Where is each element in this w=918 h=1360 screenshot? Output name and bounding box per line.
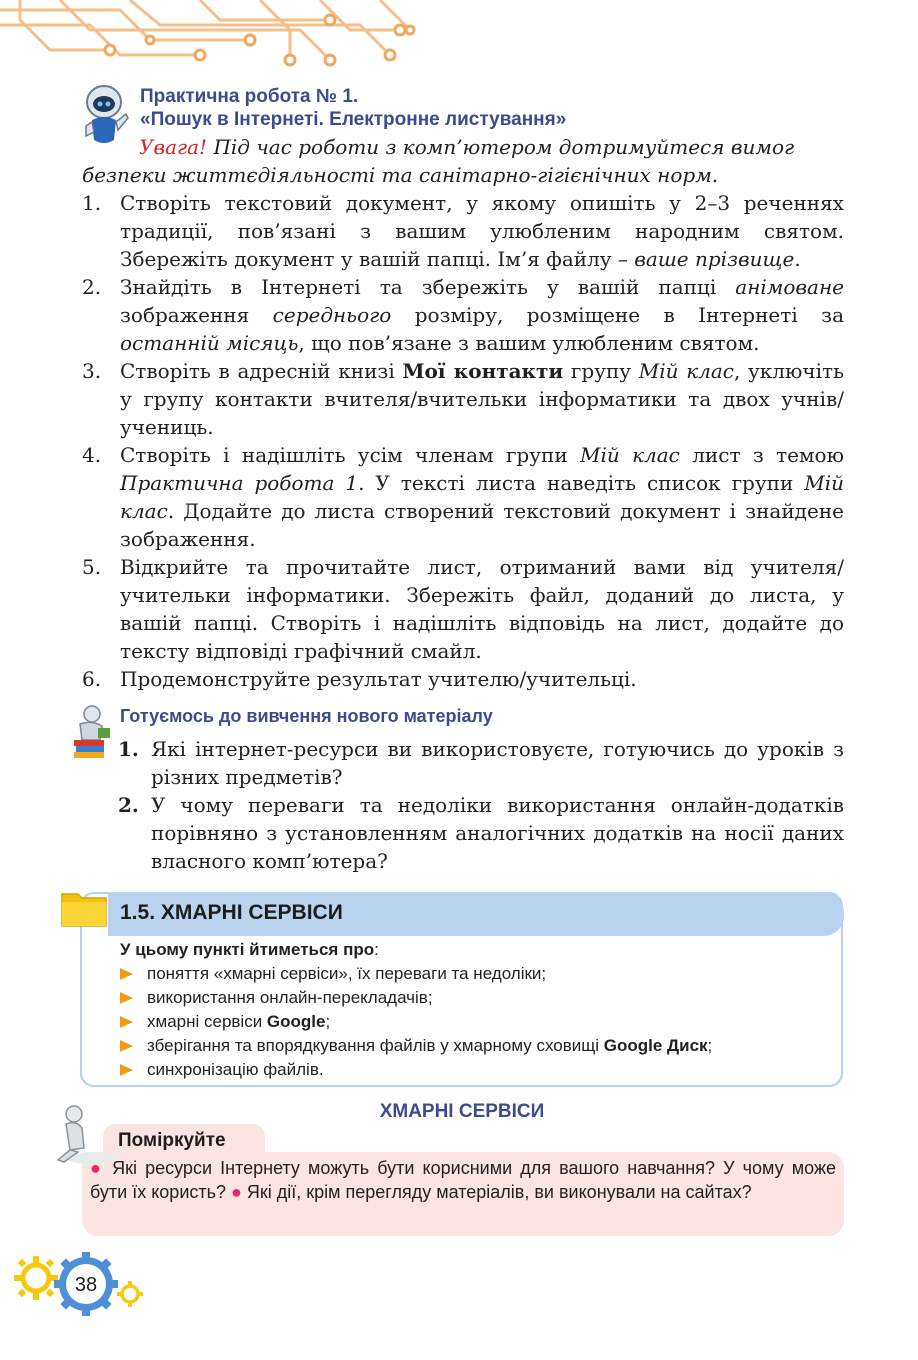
task-number: 4. [82, 443, 102, 467]
prep-question [118, 735, 844, 791]
triangle-bullet-icon [120, 1016, 133, 1028]
text-run: Продемонструйте результат учителю/учительці. [120, 667, 637, 691]
folder-icon [60, 888, 108, 928]
italic-term: середнього [272, 303, 392, 327]
topic-item [120, 986, 842, 1010]
reading-student-icon [68, 704, 114, 762]
text-run: лист з темою [679, 443, 844, 467]
text-run: . Додайте до листа створений текстовий документ і знайдене зображення. [120, 499, 844, 551]
text-run: синхронізацію файлів. [147, 1060, 324, 1079]
section-title: 1.5. ХМАРНІ СЕРВІСИ [120, 901, 343, 924]
text-run: . [794, 247, 801, 271]
question-text: Які інтернет-ресурси ви використовуєте, готуючись до уроків з різних предметів? [151, 737, 844, 789]
subheading-cloud-services: ХМАРНІ СЕРВІСИ [379, 1101, 545, 1122]
task-item [82, 441, 844, 553]
prep-question [118, 791, 844, 875]
italic-term: Практична робота 1 [120, 471, 359, 495]
topic-item [120, 1034, 842, 1058]
triangle-bullet-icon [120, 1040, 133, 1052]
topic-item [120, 1010, 842, 1034]
italic-term: Мій клас [638, 359, 734, 383]
section-intro: У цьому пункті йтиметься про: [120, 940, 379, 959]
text-run: Знайдіть в Інтернеті та збережіть у вашій папці [120, 275, 736, 299]
italic-term: Мій клас [580, 443, 680, 467]
question-number: 1. [118, 737, 139, 761]
task-number: 1. [82, 191, 102, 215]
bullet-dot: ● [231, 1182, 242, 1202]
task-number: 5. [82, 555, 102, 579]
triangle-bullet-icon [120, 992, 133, 1004]
topic-item [120, 1058, 842, 1082]
think-questions: ● Які ресурси Інтернету можуть бути корисними для вашого навчання? У чому може бути їх користь? ● Які дії, крім перегляду матеріалів, ви виконували на сайтах? [90, 1158, 836, 1202]
triangle-bullet-icon [120, 1064, 133, 1076]
task-item [82, 665, 844, 693]
task-item [82, 357, 844, 441]
warning-text-1: Під час роботи з комп’ютером дотримуйтеся вимог [207, 135, 795, 159]
text-run: Відкрийте та прочитайте лист, отриманий вами від учителя/учительки інформатики. Збережіть файл, доданий до листа, у вашій папці. Створіть і надішліть відповідь на лист, додайте до тексту відповіді графічний смайл. [120, 555, 844, 663]
bullet-dot: ● [90, 1158, 104, 1178]
page-number: 38 [74, 1274, 98, 1296]
circuit-decoration [0, 0, 430, 72]
italic-term: Мій клас [120, 471, 844, 523]
section-header [108, 892, 844, 936]
task-item [82, 273, 844, 357]
warning-label: Увага! [139, 135, 208, 159]
text-run: зображення [120, 303, 273, 327]
practical-work-title: Практична робота № 1. [140, 86, 359, 107]
text-run: поняття «хмарні сервіси», їх переваги та недоліки; [147, 964, 547, 983]
text-run: розміру, розміщене в Інтернеті за [391, 303, 844, 327]
italic-term: анімоване [735, 275, 844, 299]
question-text: У чому переваги та недоліки використання онлайн-додатків порівняно з установленням аналогічних додатків на носії даних власного комп’ютера? [151, 793, 844, 873]
text-run: хмарні сервіси [147, 1012, 267, 1031]
think-title: Поміркуйте [118, 1130, 226, 1151]
task-number: 6. [82, 667, 102, 691]
prep-question-list [118, 735, 844, 875]
task-list [82, 189, 844, 693]
bold-term: Google Диск [603, 1036, 708, 1055]
prep-section-title: Готуємось до вивчення нового матеріалу [120, 706, 493, 726]
task-number: 2. [82, 275, 102, 299]
text-run: , що пов’язане з вашим улюбленим святом. [298, 331, 760, 355]
safety-warning [82, 133, 844, 189]
task-item [82, 189, 844, 273]
text-run: зберігання та впорядкування файлів у хмарному сховищі [147, 1036, 604, 1055]
text-run: Створіть в адресній книзі [120, 359, 403, 383]
text-run: , уключіть у групу контакти вчителя/вчительки інформатики та двох учнів/учениць. [120, 359, 844, 439]
text-run: використання онлайн-перекладачів; [147, 988, 433, 1007]
text-run: ; [325, 1012, 331, 1031]
warning-text-2: безпеки життєдіяльності та санітарно-гігієнічних норм. [82, 163, 719, 187]
section-topic-list [120, 962, 842, 1082]
task-item [82, 553, 844, 665]
text-run: групу [563, 359, 639, 383]
text-run: ; [707, 1036, 713, 1055]
topic-item [120, 962, 842, 986]
italic-term: останній місяць [120, 331, 299, 355]
practical-work-subtitle: «Пошук в Інтернеті. Електронне листування» [140, 109, 567, 130]
bold-term: Мої контакти [402, 359, 564, 383]
question-number: 2. [118, 793, 139, 817]
text-run: Створіть текстовий документ, у якому опишіть у 2–3 реченнях традиції, пов’язані з вашим улюбленим народним святом. Збережіть документ у вашій папці. Ім’я файлу – [120, 191, 844, 271]
text-run: Створіть і надішліть усім членам групи [120, 443, 580, 467]
task-number: 3. [82, 359, 102, 383]
bold-term: Google [266, 1012, 326, 1031]
italic-term: ваше прізвище [634, 247, 795, 271]
text-run: . У тексті листа наведіть список групи [358, 471, 805, 495]
triangle-bullet-icon [120, 968, 133, 980]
